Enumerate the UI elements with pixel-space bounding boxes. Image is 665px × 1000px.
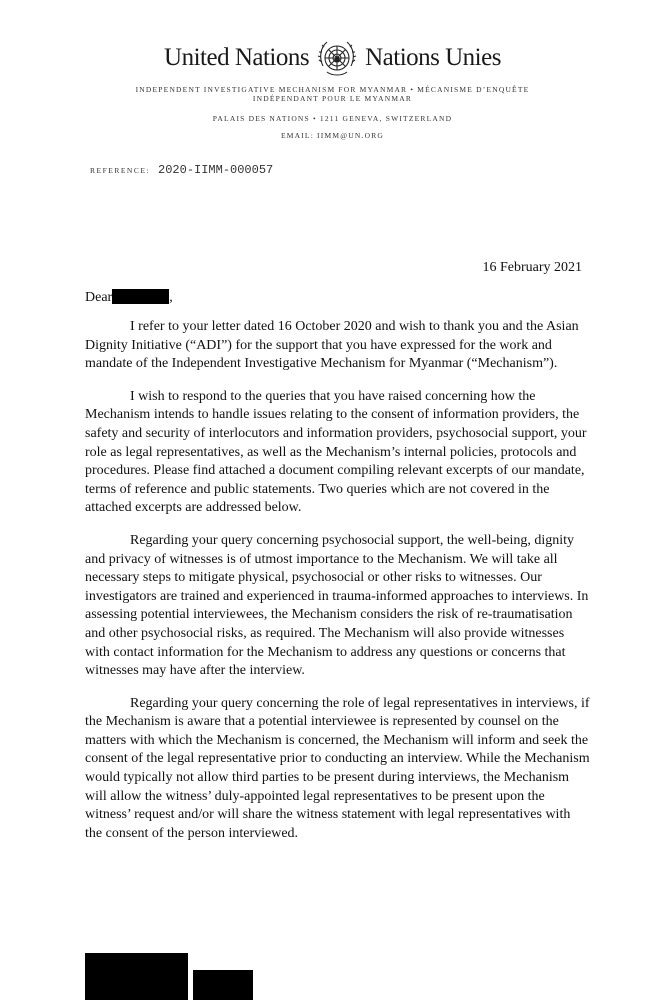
body-paragraph: I refer to your letter dated 16 October 2020 and wish to thank you and the Asian Dignity Initiative (“ADI”) for the support that you have expressed for the work and mandate of the Independent Investigative Mechanism for Myanmar (“Mechanism”). — [85, 319, 579, 372]
mechanism-name: INDEPENDENT INVESTIGATIVE MECHANISM FOR MYANMAR • MÉCANISME D’ENQUÊTE — [135, 85, 530, 94]
organization-title — [0, 36, 665, 80]
org-name-english: United Nations — [164, 44, 310, 71]
reference-label: REFERENCE: — [90, 166, 151, 175]
letter-body — [85, 318, 590, 857]
body-paragraph: I wish to respond to the queries that you have raised concerning how the Mechanism intends to handle issues relating to the consent of information providers, the safety and security of interlocutors and information providers, psychosocial support, your role as legal representatives, as well as the Mechanism’s internal policies, protocols and procedures. Please find attached a document compiling relevant excerpts of our mandate, terms of reference and public statements. Two queries which are not covered in the attached excerpts are addressed below. — [85, 388, 587, 516]
org-name-french: Nations Unies — [365, 44, 501, 71]
salutation-prefix: Dear — [85, 290, 113, 305]
salutation — [85, 289, 173, 306]
letter-date: 16 February 2021 — [482, 260, 582, 275]
redacted-signature-name — [193, 970, 253, 1000]
salutation-suffix: , — [169, 290, 173, 305]
un-emblem-icon — [315, 36, 359, 80]
mechanism-name-cont: INDÉPENDANT POUR LE MYANMAR — [252, 94, 413, 103]
body-paragraph: Regarding your query concerning psychosocial support, the well-being, dignity and privacy of witnesses is of utmost importance to the Mechanism. We will take all necessary steps to mitigate physical, psychosocial or other risks to witnesses. Our investigators are trained and experienced in trauma-informed approaches to interviews. In assessing potential interviewees, the Mechanism considers the risk of re-traumatisation and other psychosocial risks, as required. The Mechanism will also provide witnesses with contact information for the Mechanism to address any questions or concerns that witnesses may have after the interview. — [85, 532, 589, 679]
reference-line — [90, 160, 273, 178]
postal-address: PALAIS DES NATIONS • 1211 GENEVA, SWITZERLAND — [212, 114, 453, 123]
letterhead — [0, 36, 665, 140]
reference-number: 2020-IIMM-000057 — [158, 163, 274, 177]
redacted-name — [112, 289, 169, 304]
email-address: EMAIL: IIMM@UN.ORG — [280, 131, 385, 140]
body-paragraph: Regarding your query concerning the role of legal representatives in interviews, if the Mechanism is aware that a potential interviewee is represented by counsel on the matters with which the Mechanism is concerned, the Mechanism will inform and seek the consent of the legal representative prior to conducting an interview. While the Mechanism would typically not allow third parties to be present during interviews, the Mechanism will allow the witness’ duly-appointed legal representatives to be present upon the witness’ request and/or will share the witness statement with legal representatives with the consent of the person interviewed. — [85, 695, 590, 841]
redacted-signature — [85, 953, 188, 1000]
